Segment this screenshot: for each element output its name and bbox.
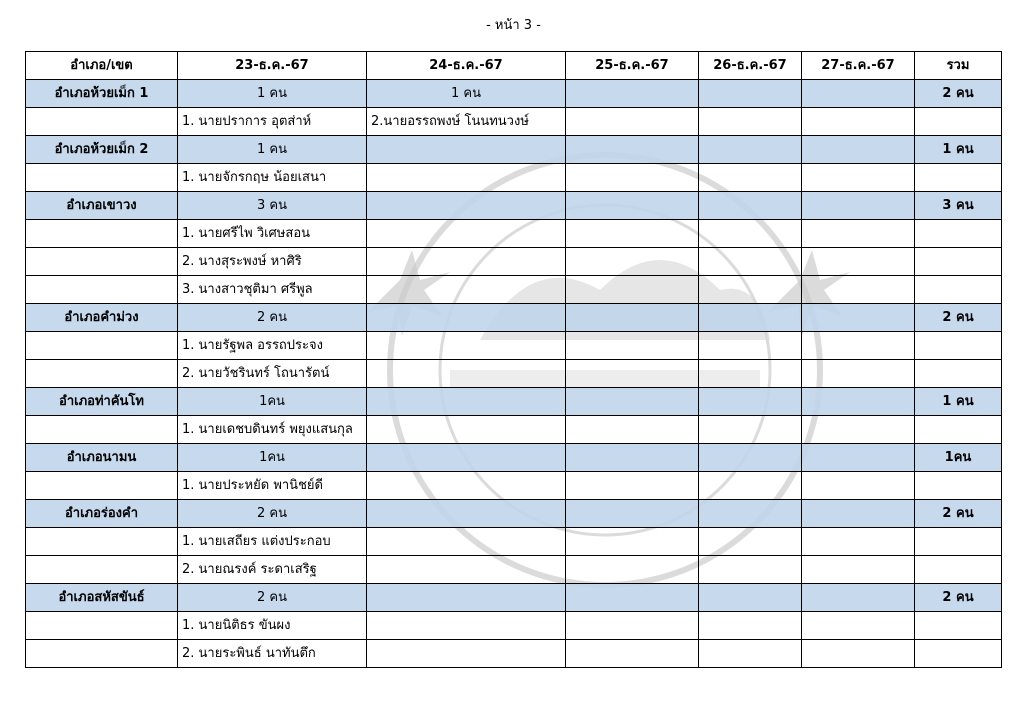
cell-total (915, 164, 1002, 192)
cell-total: 2 คน (915, 304, 1002, 332)
cell-date-23: 3 คน (178, 192, 367, 220)
cell-date-26 (699, 276, 802, 304)
cell-date-25 (566, 640, 699, 668)
person-row (26, 612, 1002, 640)
district-row (26, 444, 1002, 472)
cell-date-25 (566, 388, 699, 416)
person-row (26, 640, 1002, 668)
cell-date-26 (699, 472, 802, 500)
cell-district (26, 360, 178, 388)
person-row (26, 472, 1002, 500)
cell-total: 1 คน (915, 388, 1002, 416)
cell-date-27 (802, 584, 915, 612)
cell-total (915, 472, 1002, 500)
cell-date-26 (699, 388, 802, 416)
cell-district (26, 640, 178, 668)
cell-date-27 (802, 276, 915, 304)
cell-district (26, 556, 178, 584)
cell-date-25 (566, 332, 699, 360)
header-total: รวม (915, 52, 1002, 80)
cell-total (915, 528, 1002, 556)
cell-date-24 (367, 360, 566, 388)
cell-date-25 (566, 304, 699, 332)
cell-district (26, 528, 178, 556)
cell-date-24 (367, 584, 566, 612)
cell-date-24 (367, 248, 566, 276)
cell-date-24 (367, 192, 566, 220)
cell-total (915, 360, 1002, 388)
person-row (26, 220, 1002, 248)
cell-date-25 (566, 248, 699, 276)
cell-date-23: 1 คน (178, 80, 367, 108)
cell-date-23: 1. นายประหยัด พานิชย์ดี (178, 472, 367, 500)
person-row (26, 108, 1002, 136)
cell-district: อำเภอห้วยเม็ก 2 (26, 136, 178, 164)
cell-district (26, 472, 178, 500)
district-row (26, 584, 1002, 612)
person-row (26, 248, 1002, 276)
cell-date-26 (699, 108, 802, 136)
cell-date-26 (699, 500, 802, 528)
cell-date-27 (802, 248, 915, 276)
cell-date-26 (699, 164, 802, 192)
cell-total (915, 640, 1002, 668)
cell-date-27 (802, 220, 915, 248)
cell-total (915, 612, 1002, 640)
cell-district (26, 612, 178, 640)
cell-date-23: 1 คน (178, 136, 367, 164)
cell-date-27 (802, 164, 915, 192)
cell-district (26, 220, 178, 248)
cell-date-25 (566, 108, 699, 136)
cell-date-23: 2. นายณรงค์ ระดาเสริฐ (178, 556, 367, 584)
header-district: อำเภอ/เขต (26, 52, 178, 80)
cell-date-23: 1. นายนิติธร ขันผง (178, 612, 367, 640)
cell-date-23: 2. นางสุระพงษ์ หาศิริ (178, 248, 367, 276)
cell-date-26 (699, 416, 802, 444)
cell-date-25 (566, 528, 699, 556)
cell-date-26 (699, 304, 802, 332)
cell-total (915, 556, 1002, 584)
cell-date-24 (367, 500, 566, 528)
cell-date-24 (367, 472, 566, 500)
cell-date-23: 1. นายเดชบดินทร์ พยุงแสนกุล (178, 416, 367, 444)
cell-district: อำเภอห้วยเม็ก 1 (26, 80, 178, 108)
district-row (26, 304, 1002, 332)
cell-date-26 (699, 248, 802, 276)
cell-date-25 (566, 360, 699, 388)
cell-district (26, 416, 178, 444)
person-row (26, 528, 1002, 556)
district-row (26, 500, 1002, 528)
cell-date-27 (802, 136, 915, 164)
cell-date-24 (367, 220, 566, 248)
cell-total: 1คน (915, 444, 1002, 472)
cell-district: อำเภอเขาวง (26, 192, 178, 220)
cell-date-25 (566, 136, 699, 164)
cell-date-27 (802, 500, 915, 528)
cell-total: 2 คน (915, 584, 1002, 612)
header-date-24: 24-ธ.ค.-67 (367, 52, 566, 80)
cell-district: อำเภอนามน (26, 444, 178, 472)
cell-date-26 (699, 528, 802, 556)
cell-date-27 (802, 640, 915, 668)
cell-date-27 (802, 612, 915, 640)
cell-district (26, 164, 178, 192)
district-row (26, 136, 1002, 164)
cell-date-24 (367, 556, 566, 584)
cell-date-26 (699, 612, 802, 640)
cell-date-24 (367, 388, 566, 416)
district-row (26, 388, 1002, 416)
person-row (26, 416, 1002, 444)
cell-district (26, 276, 178, 304)
cell-date-27 (802, 444, 915, 472)
cell-date-23: 2. นายระพินธ์ นาทันตึก (178, 640, 367, 668)
cell-date-27 (802, 388, 915, 416)
cell-total: 1 คน (915, 136, 1002, 164)
cell-date-25 (566, 416, 699, 444)
cell-date-26 (699, 332, 802, 360)
cell-district (26, 108, 178, 136)
cell-date-26 (699, 136, 802, 164)
cell-date-24 (367, 416, 566, 444)
cell-date-24 (367, 612, 566, 640)
cell-date-23: 1. นายเสถียร แต่งประกอบ (178, 528, 367, 556)
cell-date-26 (699, 80, 802, 108)
header-row (26, 52, 1002, 80)
district-row (26, 192, 1002, 220)
cell-district: อำเภอคำม่วง (26, 304, 178, 332)
cell-date-25 (566, 444, 699, 472)
cell-date-27 (802, 360, 915, 388)
page-number: - หน้า 3 - (486, 18, 541, 33)
cell-date-27 (802, 472, 915, 500)
cell-total: 3 คน (915, 192, 1002, 220)
person-row (26, 164, 1002, 192)
cell-date-25 (566, 584, 699, 612)
cell-date-23: 2. นายวัชรินทร์ โถนารัตน์ (178, 360, 367, 388)
cell-date-23: 1. นายปราการ อุตส่าห์ (178, 108, 367, 136)
cell-date-25 (566, 276, 699, 304)
cell-district: อำเภอท่าคันโท (26, 388, 178, 416)
cell-total: 2 คน (915, 80, 1002, 108)
cell-date-24 (367, 136, 566, 164)
cell-date-27 (802, 304, 915, 332)
person-row (26, 332, 1002, 360)
schedule-table (25, 51, 1002, 668)
cell-date-23: 1. นายรัฐพล อรรถประจง (178, 332, 367, 360)
cell-date-24 (367, 276, 566, 304)
district-row (26, 80, 1002, 108)
cell-date-27 (802, 108, 915, 136)
cell-total (915, 332, 1002, 360)
person-row (26, 360, 1002, 388)
cell-date-23: 2 คน (178, 304, 367, 332)
cell-date-26 (699, 192, 802, 220)
cell-date-26 (699, 556, 802, 584)
cell-total (915, 220, 1002, 248)
cell-date-27 (802, 416, 915, 444)
cell-total: 2 คน (915, 500, 1002, 528)
cell-district (26, 332, 178, 360)
cell-date-24 (367, 332, 566, 360)
cell-date-27 (802, 80, 915, 108)
cell-date-24: 2.นายอรรถพงษ์ โนนทนวงษ์ (367, 108, 566, 136)
cell-date-24 (367, 640, 566, 668)
cell-date-24 (367, 444, 566, 472)
cell-district: อำเภอร่องคำ (26, 500, 178, 528)
cell-date-27 (802, 332, 915, 360)
cell-date-23: 2 คน (178, 500, 367, 528)
cell-date-25 (566, 472, 699, 500)
cell-date-23: 1คน (178, 388, 367, 416)
header-date-23: 23-ธ.ค.-67 (178, 52, 367, 80)
cell-date-24 (367, 304, 566, 332)
cell-date-26 (699, 220, 802, 248)
cell-date-25 (566, 556, 699, 584)
person-row (26, 556, 1002, 584)
cell-date-27 (802, 192, 915, 220)
cell-date-26 (699, 360, 802, 388)
cell-date-25 (566, 192, 699, 220)
cell-total (915, 276, 1002, 304)
cell-date-24 (367, 164, 566, 192)
person-row (26, 276, 1002, 304)
cell-date-23: 1คน (178, 444, 367, 472)
header-date-27: 27-ธ.ค.-67 (802, 52, 915, 80)
cell-date-23: 1. นายจักรกฤษ น้อยเสนา (178, 164, 367, 192)
cell-date-25 (566, 220, 699, 248)
cell-date-24 (367, 528, 566, 556)
cell-date-25 (566, 80, 699, 108)
cell-date-23: 1. นายศรีไพ วิเศษสอน (178, 220, 367, 248)
cell-date-23: 2 คน (178, 584, 367, 612)
cell-total (915, 108, 1002, 136)
cell-date-27 (802, 528, 915, 556)
header-date-25: 25-ธ.ค.-67 (566, 52, 699, 80)
cell-date-24: 1 คน (367, 80, 566, 108)
cell-date-26 (699, 584, 802, 612)
cell-date-27 (802, 556, 915, 584)
cell-date-23: 3. นางสาวชุติมา ศรีพูล (178, 276, 367, 304)
cell-date-26 (699, 640, 802, 668)
cell-district (26, 248, 178, 276)
cell-date-25 (566, 164, 699, 192)
cell-date-25 (566, 500, 699, 528)
cell-date-25 (566, 612, 699, 640)
header-date-26: 26-ธ.ค.-67 (699, 52, 802, 80)
cell-total (915, 248, 1002, 276)
cell-total (915, 416, 1002, 444)
cell-date-26 (699, 444, 802, 472)
cell-district: อำเภอสหัสขันธ์ (26, 584, 178, 612)
